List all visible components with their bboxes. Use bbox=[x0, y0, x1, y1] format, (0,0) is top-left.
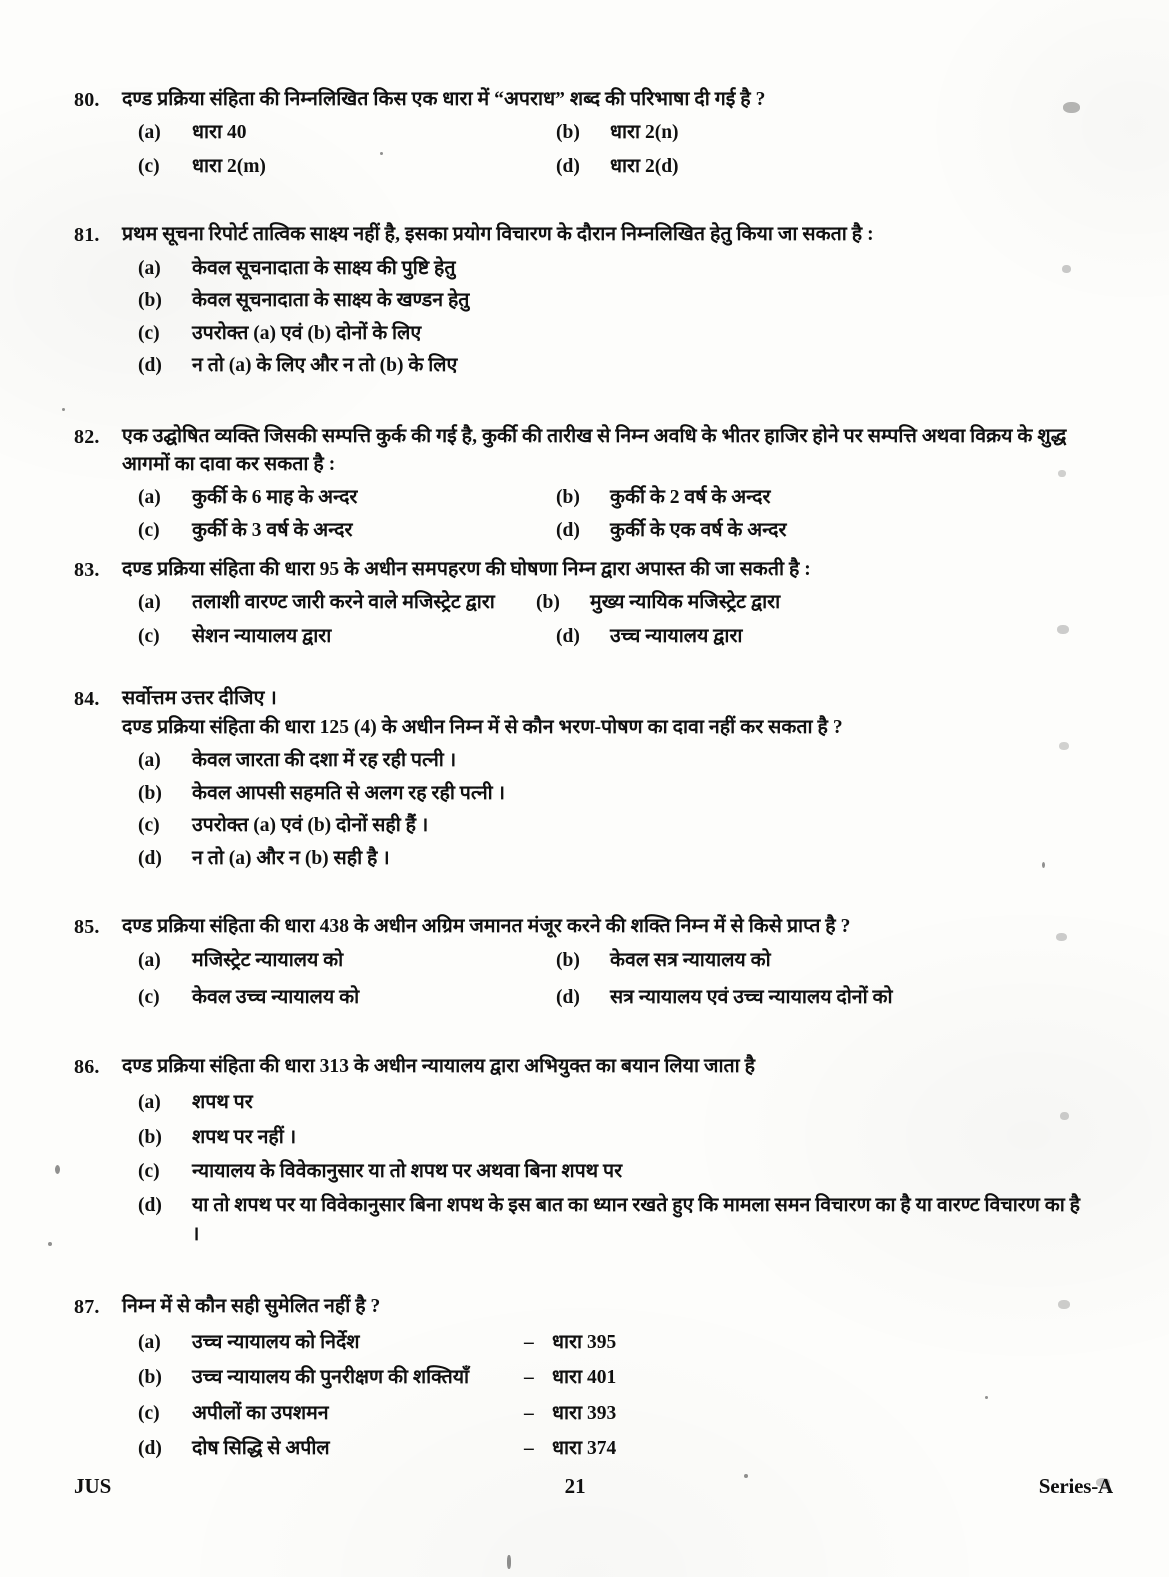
page-footer bbox=[74, 1474, 1113, 1499]
question-heading bbox=[74, 221, 1084, 249]
question-text: एक उद्घोषित व्यक्ति जिसकी सम्पत्ति कुर्क की गई है, कुर्की की तारीख से निम्न अवधि के भीतर हाजिर होने पर सम्पत्ति अथवा विक्रय के शुद्ध आगमों का दावा कर सकता है : bbox=[122, 425, 1067, 475]
option-b[interactable] bbox=[526, 119, 1084, 147]
question-block bbox=[74, 1293, 1084, 1463]
option-group bbox=[74, 747, 1084, 873]
footer-series: Series-A bbox=[1038, 1474, 1113, 1498]
option-label bbox=[192, 1400, 1084, 1428]
option-label: उपरोक्त (a) एवं (b) दोनों के लिए bbox=[192, 322, 422, 344]
question-list bbox=[74, 86, 1084, 1482]
option-b[interactable] bbox=[526, 589, 1084, 617]
option-group bbox=[74, 1329, 1084, 1464]
option-tag: (a) bbox=[138, 949, 161, 971]
option-a[interactable] bbox=[74, 255, 1084, 283]
option-label: मजिस्ट्रेट न्यायालय को bbox=[192, 949, 344, 971]
option-label: शपथ पर नहीं । bbox=[192, 1126, 297, 1148]
option-a[interactable] bbox=[74, 747, 1084, 775]
question-text: निम्न में से कौन सही सुमेलित नहीं है ? bbox=[122, 1296, 381, 1318]
match-dash: – bbox=[524, 1402, 534, 1424]
option-tag: (a) bbox=[138, 592, 161, 614]
question-block bbox=[74, 86, 1084, 181]
option-d[interactable] bbox=[74, 1435, 1084, 1463]
option-c[interactable] bbox=[74, 320, 1084, 348]
option-tag: (d) bbox=[138, 1195, 162, 1217]
option-c[interactable] bbox=[74, 1400, 1084, 1428]
option-label bbox=[192, 1364, 1084, 1392]
option-c[interactable] bbox=[74, 984, 526, 1012]
option-label: मुख्य न्यायिक मजिस्ट्रेट द्वारा bbox=[590, 592, 781, 614]
question-block bbox=[74, 423, 1084, 546]
option-tag: (b) bbox=[536, 592, 560, 614]
option-b[interactable] bbox=[74, 287, 1084, 315]
option-tag: (a) bbox=[138, 750, 161, 772]
question-subheading bbox=[74, 713, 1084, 742]
option-group bbox=[74, 947, 1084, 1013]
match-left: उच्च न्यायालय की पुनरीक्षण की शक्तियाँ bbox=[192, 1367, 470, 1389]
option-b[interactable] bbox=[526, 947, 1084, 975]
option-b[interactable] bbox=[74, 780, 1084, 808]
question-block bbox=[74, 221, 1084, 380]
option-label: धारा 40 bbox=[192, 122, 247, 144]
match-right: धारा 395 bbox=[552, 1331, 617, 1353]
option-a[interactable] bbox=[74, 947, 526, 975]
question-text: प्रथम सूचना रिपोर्ट तात्विक साक्ष्य नहीं है, इसका प्रयोग विचारण के दौरान निम्नलिखित हेतु किया जा सकता है : bbox=[122, 224, 874, 246]
option-tag: (c) bbox=[138, 155, 160, 177]
option-tag: (b) bbox=[556, 486, 580, 508]
question-block bbox=[74, 556, 1084, 651]
option-label: केवल उच्च न्यायालय को bbox=[192, 987, 360, 1009]
question-text: सर्वोत्तम उत्तर दीजिए । bbox=[122, 688, 277, 710]
match-dash: – bbox=[524, 1331, 534, 1353]
question-block bbox=[74, 913, 1084, 1012]
match-left: उच्च न्यायालय को निर्देश bbox=[192, 1331, 360, 1353]
option-tag: (a) bbox=[138, 122, 161, 144]
footer-paper-code: JUS bbox=[74, 1474, 112, 1498]
option-b[interactable] bbox=[526, 484, 1084, 512]
option-a[interactable] bbox=[74, 589, 526, 617]
option-c[interactable] bbox=[74, 812, 1084, 840]
scan-speck bbox=[55, 1165, 60, 1174]
option-tag: (d) bbox=[556, 987, 580, 1009]
option-tag: (b) bbox=[138, 290, 162, 312]
option-label: केवल आपसी सहमति से अलग रह रही पत्नी । bbox=[192, 782, 505, 804]
option-c[interactable] bbox=[74, 623, 526, 651]
option-b[interactable] bbox=[74, 1364, 1084, 1392]
option-label: कुर्की के एक वर्ष के अन्दर bbox=[610, 520, 787, 542]
option-label: धारा 2(m) bbox=[192, 155, 266, 177]
option-tag: (d) bbox=[556, 625, 580, 647]
option-tag: (d) bbox=[556, 520, 580, 542]
option-tag: (c) bbox=[138, 987, 160, 1009]
option-d[interactable] bbox=[526, 623, 1084, 651]
option-a[interactable] bbox=[74, 1329, 1084, 1357]
option-label: न तो (a) के लिए और न तो (b) के लिए bbox=[192, 355, 458, 377]
option-tag: (d) bbox=[138, 847, 162, 869]
question-number: 85. bbox=[74, 916, 100, 939]
question-number: 83. bbox=[74, 558, 100, 581]
option-label: न्यायालय के विवेकानुसार या तो शपथ पर अथवा बिना शपथ पर bbox=[192, 1161, 623, 1183]
option-tag: (c) bbox=[138, 815, 160, 837]
option-c[interactable] bbox=[74, 1158, 1084, 1186]
option-tag: (c) bbox=[138, 1161, 160, 1183]
option-group bbox=[74, 255, 1084, 381]
option-tag: (d) bbox=[556, 155, 580, 177]
option-group bbox=[74, 484, 1084, 546]
option-label: कुर्की के 3 वर्ष के अन्दर bbox=[192, 520, 353, 542]
question-heading bbox=[74, 556, 1084, 584]
option-d[interactable] bbox=[526, 517, 1084, 545]
question-number: 82. bbox=[74, 425, 100, 448]
question-text-secondary: दण्ड प्रक्रिया संहिता की धारा 125 (4) के अधीन निम्न में से कौन भरण-पोषण का दावा नहीं कर सकता है ? bbox=[122, 717, 843, 739]
option-label: कुर्की के 6 माह के अन्दर bbox=[192, 486, 358, 508]
option-tag: (b) bbox=[556, 122, 580, 144]
option-label: सत्र न्यायालय एवं उच्च न्यायालय दोनों को bbox=[610, 987, 893, 1009]
option-c[interactable] bbox=[74, 517, 526, 545]
match-left: अपीलों का उपशमन bbox=[192, 1402, 329, 1424]
question-heading bbox=[74, 423, 1084, 479]
option-label: केवल जारता की दशा में रह रही पत्नी । bbox=[192, 750, 457, 772]
question-text: दण्ड प्रक्रिया संहिता की धारा 438 के अधीन अग्रिम जमानत मंजूर करने की शक्ति निम्न में से किसे प्राप्त है ? bbox=[122, 916, 851, 938]
question-heading bbox=[74, 1053, 1084, 1081]
question-number: 81. bbox=[74, 224, 100, 247]
question-block bbox=[74, 685, 1084, 873]
question-heading bbox=[74, 913, 1084, 941]
scan-speck bbox=[62, 408, 65, 411]
match-dash: – bbox=[524, 1438, 534, 1460]
option-tag: (d) bbox=[138, 1438, 162, 1460]
option-c[interactable] bbox=[74, 153, 526, 181]
option-label: धारा 2(d) bbox=[610, 155, 679, 177]
option-a[interactable] bbox=[74, 119, 526, 147]
match-right: धारा 401 bbox=[552, 1367, 617, 1389]
option-label: न तो (a) और न (b) सही है । bbox=[192, 847, 390, 869]
option-tag: (d) bbox=[138, 355, 162, 377]
option-d[interactable] bbox=[526, 984, 1084, 1012]
option-group bbox=[74, 119, 1084, 181]
match-right: धारा 374 bbox=[552, 1438, 617, 1460]
question-number: 80. bbox=[74, 89, 100, 111]
option-label: केवल सत्र न्यायालय को bbox=[610, 949, 771, 971]
question-heading bbox=[74, 685, 1084, 713]
option-d[interactable] bbox=[74, 845, 1084, 873]
match-left: दोष सिद्धि से अपील bbox=[192, 1438, 330, 1460]
option-label: धारा 2(n) bbox=[610, 122, 679, 144]
scan-speck bbox=[48, 1242, 52, 1246]
option-tag: (a) bbox=[138, 1331, 161, 1353]
question-number: 87. bbox=[74, 1296, 100, 1319]
option-d[interactable] bbox=[526, 153, 1084, 181]
question-number: 86. bbox=[74, 1055, 100, 1078]
option-label: उपरोक्त (a) एवं (b) दोनों सही हैं । bbox=[192, 815, 429, 837]
option-group bbox=[74, 589, 1084, 651]
option-label: तलाशी वारण्ट जारी करने वाले मजिस्ट्रेट द्वारा bbox=[192, 592, 495, 614]
option-tag: (b) bbox=[138, 1126, 162, 1148]
option-label bbox=[192, 1435, 1084, 1463]
option-d[interactable] bbox=[74, 1192, 1084, 1249]
question-text: दण्ड प्रक्रिया संहिता की धारा 313 के अधीन न्यायालय द्वारा अभियुक्त का बयान लिया जाता है bbox=[122, 1055, 756, 1077]
option-d[interactable] bbox=[74, 352, 1084, 380]
option-group bbox=[74, 1089, 1084, 1249]
option-label: सेशन न्यायालय द्वारा bbox=[192, 625, 332, 647]
option-tag: (a) bbox=[138, 1092, 161, 1114]
question-heading bbox=[74, 1293, 1084, 1321]
option-label bbox=[192, 1329, 1084, 1357]
option-b[interactable] bbox=[74, 1124, 1084, 1152]
match-dash: – bbox=[524, 1367, 534, 1389]
option-tag: (c) bbox=[138, 322, 160, 344]
scan-speck bbox=[507, 1555, 511, 1569]
option-tag: (c) bbox=[138, 625, 160, 647]
option-tag: (b) bbox=[138, 782, 162, 804]
option-label: उच्च न्यायालय द्वारा bbox=[610, 625, 743, 647]
footer-page-number: 21 bbox=[564, 1474, 586, 1498]
question-text: दण्ड प्रक्रिया संहिता की निम्नलिखित किस एक धारा में “अपराध” शब्द की परिभाषा दी गई है ? bbox=[122, 89, 766, 110]
question-number: 84. bbox=[74, 688, 100, 711]
option-a[interactable] bbox=[74, 1089, 1084, 1117]
match-right: धारा 393 bbox=[552, 1402, 617, 1424]
option-tag: (c) bbox=[138, 520, 160, 542]
option-label: केवल सूचनादाता के साक्ष्य के खण्डन हेतु bbox=[192, 290, 470, 312]
question-block bbox=[74, 1053, 1084, 1250]
option-label: कुर्की के 2 वर्ष के अन्दर bbox=[610, 486, 771, 508]
option-tag: (b) bbox=[138, 1367, 162, 1389]
question-text: दण्ड प्रक्रिया संहिता की धारा 95 के अधीन समपहरण की घोषणा निम्न द्वारा अपास्त की जा सकती है : bbox=[122, 558, 811, 580]
option-label: केवल सूचनादाता के साक्ष्य की पुष्टि हेतु bbox=[192, 257, 456, 279]
option-label: शपथ पर bbox=[192, 1092, 253, 1114]
question-heading bbox=[74, 86, 1084, 114]
option-tag: (b) bbox=[556, 949, 580, 971]
option-label: या तो शपथ पर या विवेकानुसार बिना शपथ के इस बात का ध्यान रखते हुए कि मामला समन विचारण का है या वारण्ट विचारण का है । bbox=[192, 1195, 1081, 1245]
option-tag: (c) bbox=[138, 1402, 160, 1424]
option-tag: (a) bbox=[138, 486, 161, 508]
option-a[interactable] bbox=[74, 484, 526, 512]
option-tag: (a) bbox=[138, 257, 161, 279]
